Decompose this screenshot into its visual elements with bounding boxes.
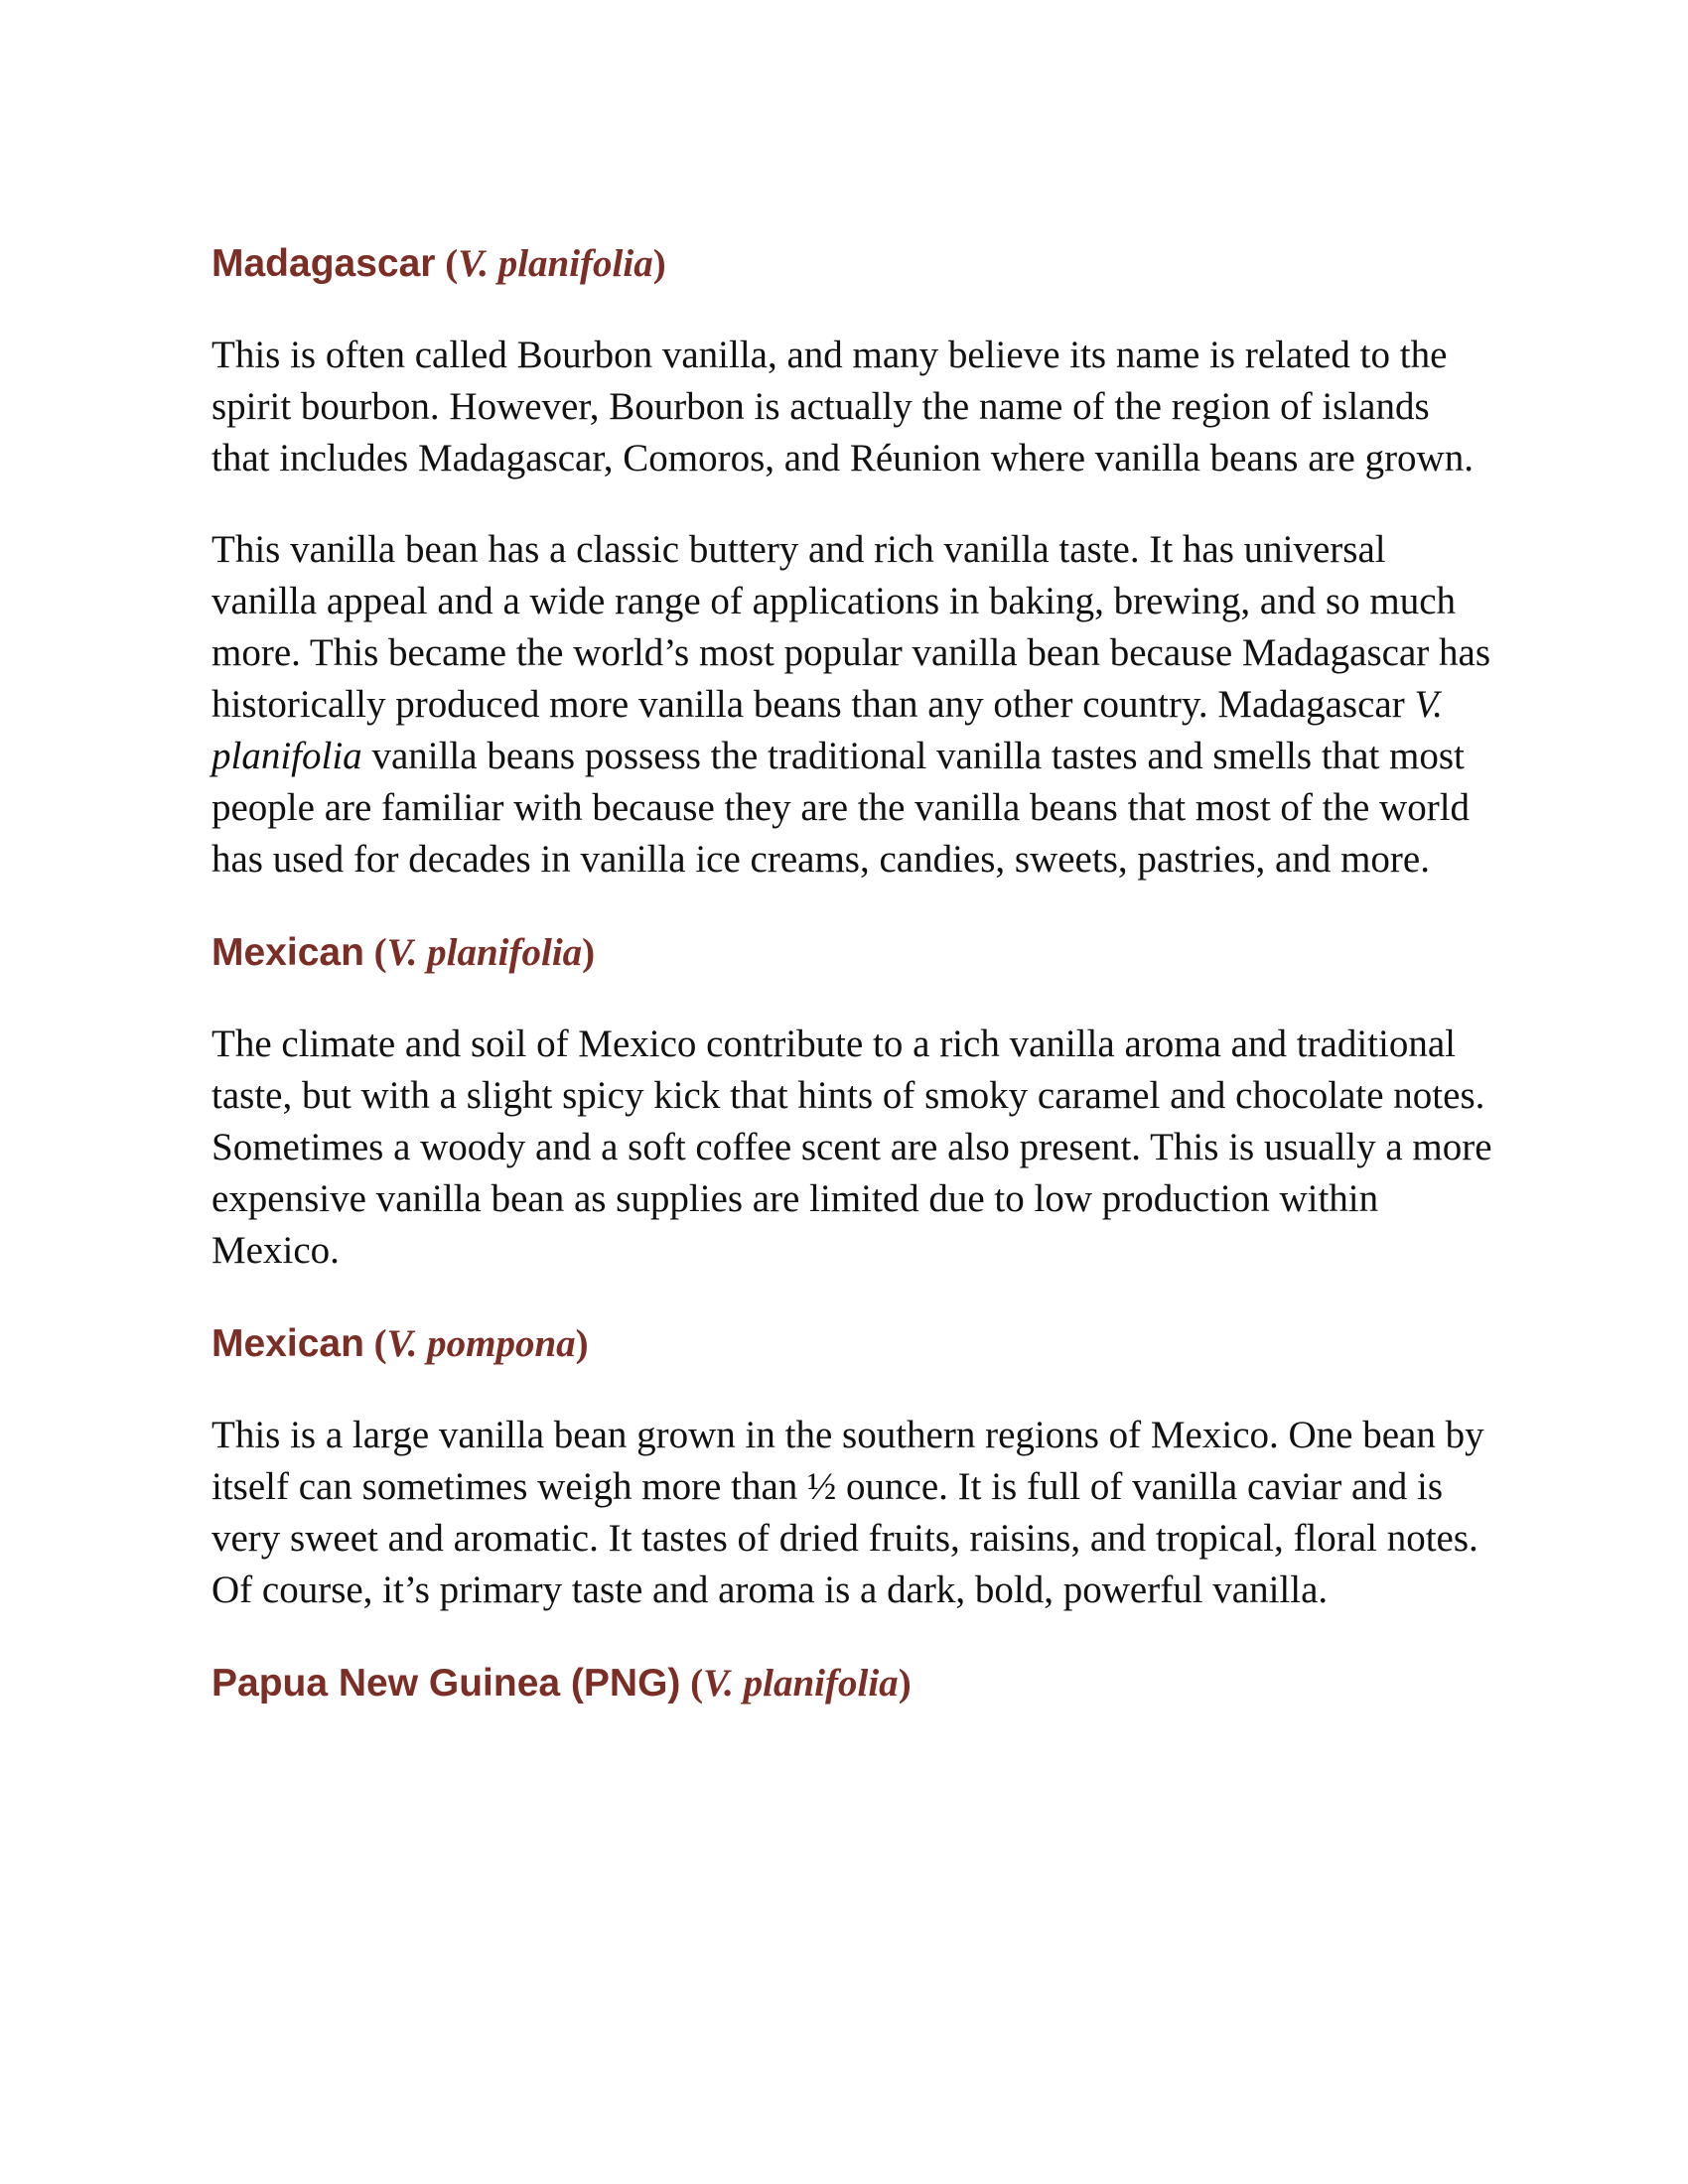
section-heading-madagascar xyxy=(211,236,1492,292)
document-page xyxy=(211,236,1492,1711)
paragraph-madagascar-taste xyxy=(211,524,1492,886)
paragraph-mexican-pompona: This is a large vanilla bean grown in the southern regions of Mexico. One bean by itself can sometimes weigh more than ½ ounce. It is full of vanilla caviar and is very sweet and aromatic. It tastes of dried fruits, raisins, and tropical, floral notes. Of course, it’s primary taste and aroma is a dark, bold, powerful vanilla. xyxy=(211,1414,1484,1611)
heading-species-name: V. pompona xyxy=(386,1322,576,1365)
section-heading-mexican-pompona xyxy=(211,1316,1492,1372)
heading-species-name: V. planifolia xyxy=(386,931,583,974)
heading-species-name: V. planifolia xyxy=(703,1662,899,1705)
section-heading-mexican-planifolia xyxy=(211,925,1492,981)
section-heading-papua-new-guinea xyxy=(211,1656,1492,1711)
paragraph-text: vanilla beans possess the traditional vanilla tastes and smells that most people are familiar with because they are the vanilla beans that most of the world has used for decades in vanilla ice creams, candies, sweets, pastries, and more. xyxy=(211,735,1471,881)
heading-region: Papua New Guinea (PNG) xyxy=(211,1662,681,1705)
heading-species: (V. planifolia) xyxy=(690,1662,912,1705)
paragraph-mexican-planifolia: The climate and soil of Mexico contribute to a rich vanilla aroma and traditional taste, but with a slight spicy kick that hints of smoky caramel and chocolate notes. Sometimes a woody and a soft coffee scent are also present. This is usually a more expensive vanilla bean as supplies are limited due to low production within Mexico. xyxy=(211,1023,1492,1272)
heading-region: Mexican xyxy=(211,1322,364,1365)
heading-species: (V. planifolia) xyxy=(445,242,666,285)
heading-region: Madagascar xyxy=(211,242,436,285)
paragraph-species-italic: V. planifolia xyxy=(211,683,1444,777)
heading-region: Mexican xyxy=(211,931,364,974)
heading-species-name: V. planifolia xyxy=(458,242,653,285)
paragraph-madagascar-origin: This is often called Bourbon vanilla, and many believe its name is related to the spirit bourbon. However, Bourbon is actually the name of the region of islands that includes Madagascar, Comoros, and Réunion where vanilla beans are grown. xyxy=(211,334,1474,479)
heading-species: (V. planifolia) xyxy=(373,931,596,974)
heading-species: (V. pompona) xyxy=(373,1322,589,1365)
paragraph-text: This vanilla bean has a classic buttery and rich vanilla taste. It has universal vanilla appeal and a wide range of applications in baking, brewing, and so much more. This became the world’s most popular vanilla bean because Madagascar has historically produced more vanilla beans than any other country. Madagascar xyxy=(211,528,1491,726)
